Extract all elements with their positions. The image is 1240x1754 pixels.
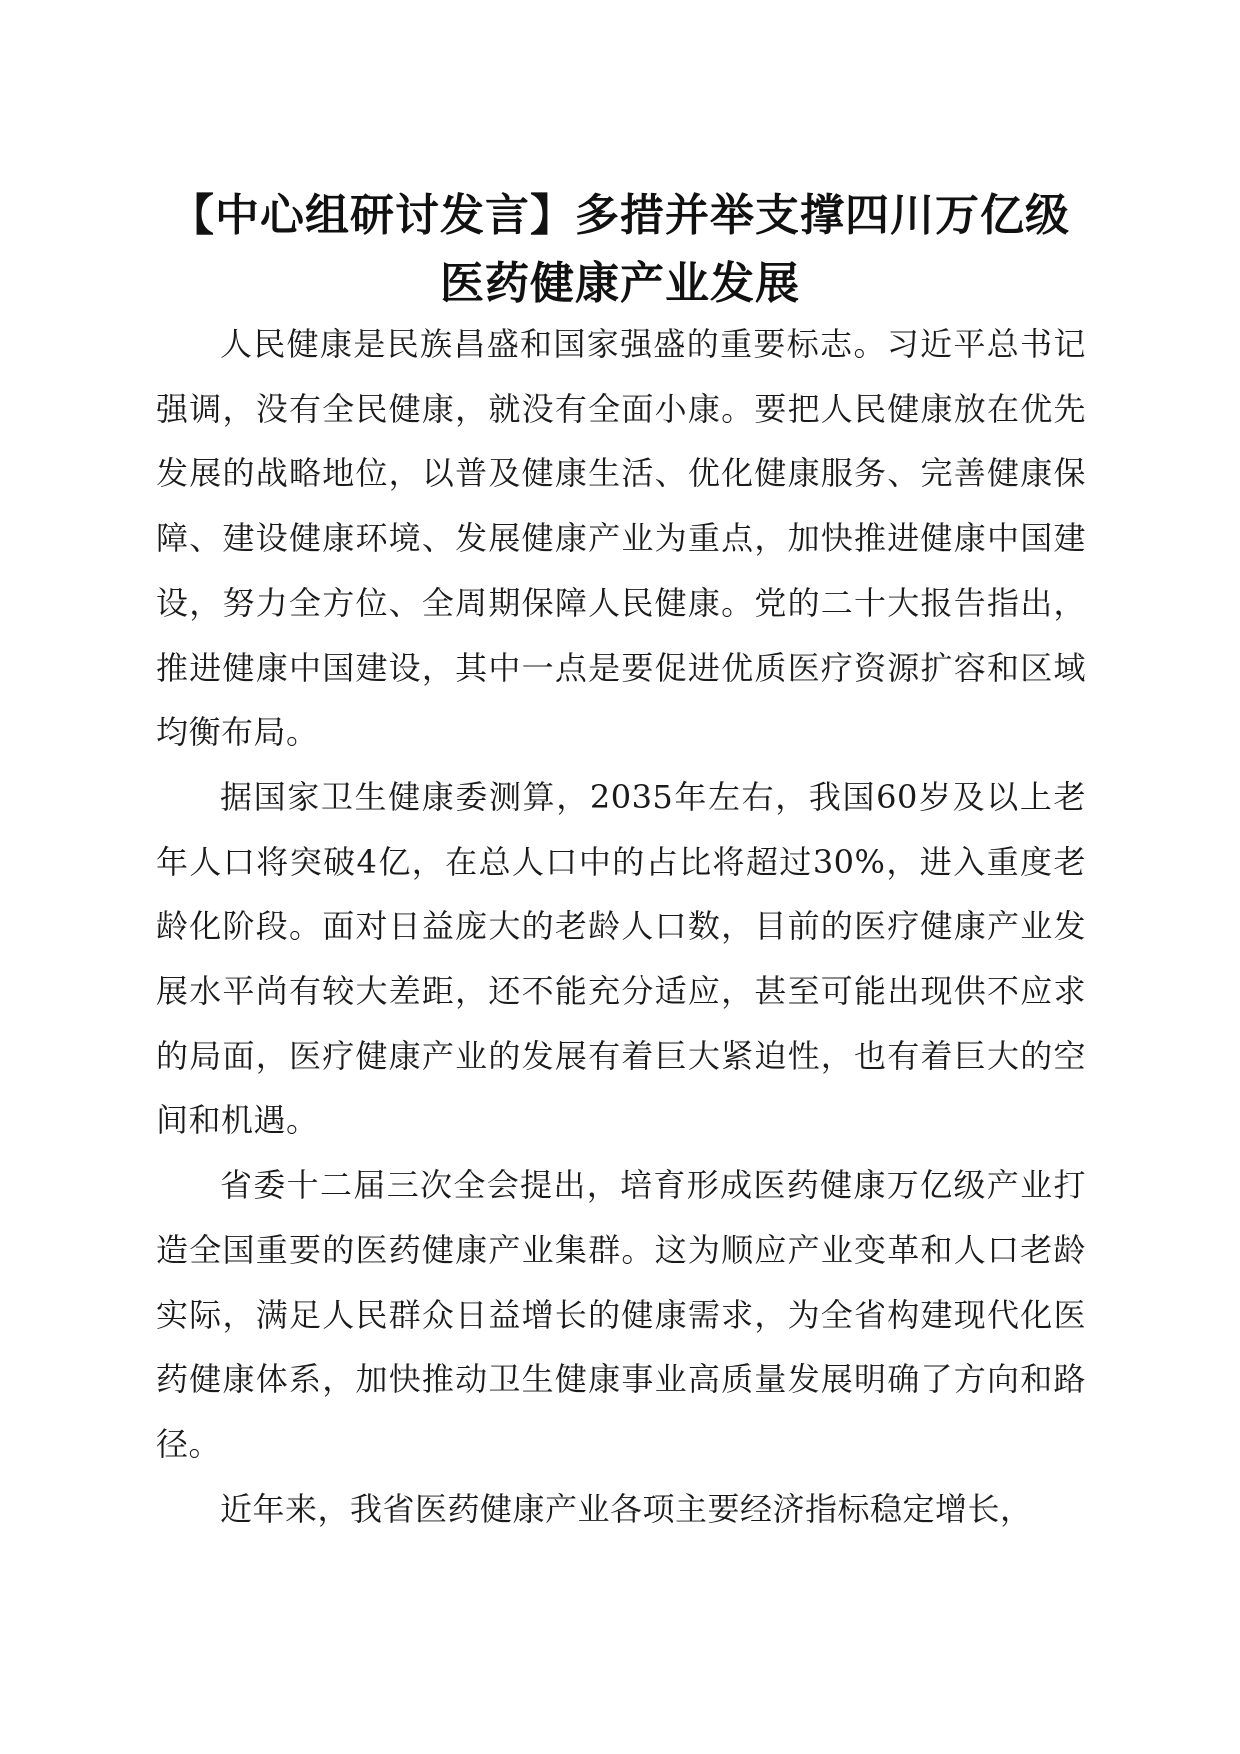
paragraph-1: 人民健康是民族昌盛和国家强盛的重要标志。习近平总书记强调，没有全民健康，就没有全面小康。要把人民健康放在优先发展的战略地位，以普及健康生活、优化健康服务、完善健康保障、建设健康环境、发展健康产业为重点，加快推进健康中国建设，努力全方位、全周期保障人民健康。党的二十大报告指出，推进健康中国建设，其中一点是要促进优质医疗资源扩容和区域均衡布局。 [156, 325, 1086, 752]
title-line-1: 【中心组研讨发言】多措并举支撑四川万亿级 [170, 190, 1070, 241]
title-line-2: 医药健康产业发展 [440, 258, 800, 309]
document-title [150, 182, 1090, 318]
paragraph-4: 近年来，我省医药健康产业各项主要经济指标稳定增长， [220, 1489, 1033, 1528]
document-body [156, 312, 1086, 1541]
paragraph-2: 据国家卫生健康委测算，2035年左右，我国60岁及以上老年人口将突破4亿，在总人口中的占比将超过30%，进入重度老龄化阶段。面对日益庞大的老龄人口数，目前的医疗健康产业发展水平尚有较大差距，还不能充分适应，甚至可能出现供不应求的局面，医疗健康产业的发展有着巨大紧迫性，也有着巨大的空间和机遇。 [156, 777, 1086, 1140]
paragraph-3: 省委十二届三次全会提出，培育形成医药健康万亿级产业打造全国重要的医药健康产业集群。这为顺应产业变革和人口老龄实际，满足人民群众日益增长的健康需求，为全省构建现代化医药健康体系，加快推动卫生健康事业高质量发展明确了方向和路径。 [156, 1166, 1086, 1463]
